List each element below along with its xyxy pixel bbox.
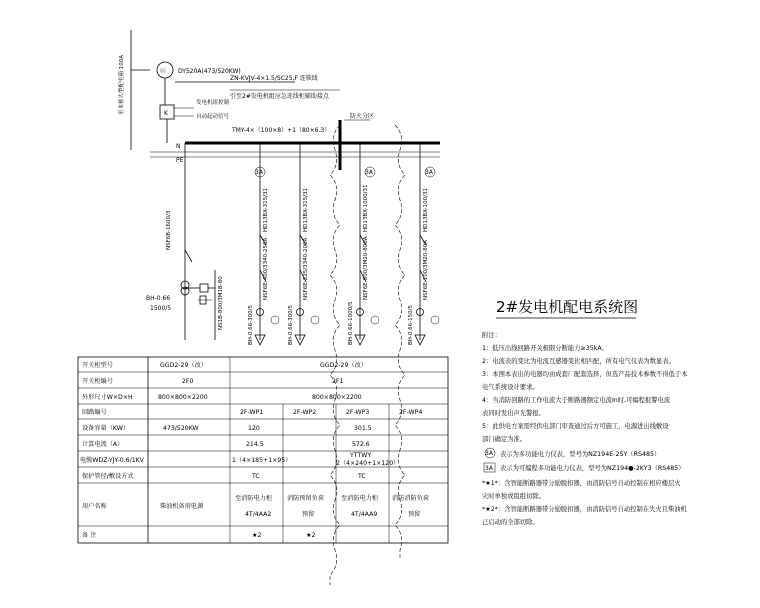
capacity-2f0: 473/520KW [163,425,199,432]
page-title: 2#发电机配电系统图 [496,298,639,316]
svg-text:Ⓖ: Ⓖ [160,68,167,75]
row-label-capacity: 设备容量（KW） [82,425,130,432]
legend-2: 表示为可编程多功能电力仪表，型号为NZ194●-2KY3（RS485） [500,465,685,472]
busbar-label: TMY-4×（100×8）+1（80×6.3） [232,127,331,134]
size-2f1: 800×800×2200 [312,394,362,401]
note-3b: 电气系统设计要求。 [482,384,539,391]
row-label-user: 用户名称 [82,503,107,510]
circuit-3 [348,143,379,345]
incoming-breaker: NSF6B-1600/3 [166,210,172,250]
user-3-line1: 至消防电力柜 [341,495,379,502]
meter-symbol [271,316,279,324]
conduit-1: TC [252,473,260,480]
user-2f0: 柴油机备用电源 [160,503,204,510]
outgoing-circuits [248,143,439,345]
generator-model: DY520A(473/520KW) [178,68,241,75]
circuit-1-breaker: HD13BX-315/31 [263,188,269,232]
n-label: N [176,143,181,150]
remark-1: ★2 [252,532,262,539]
capacity-1: 120 [248,425,260,432]
cabinet-no-2f0: 2F0 [182,378,194,385]
user-3-line2: 4T/4AA9 [351,511,378,518]
note-4: 4：当消防回路的工作电流大于断路器额定电流In时,可编程报警电流 [482,397,671,404]
circuit-2 [288,143,319,345]
circuit-2-ct: BH-0.66-300/5 [288,305,294,345]
capacity-3: 301.5 [354,425,372,432]
svg-text:3A: 3A [365,169,373,176]
row-label-circuit-no: 回路编号 [82,409,107,416]
circuit-2-switch: NSF6E-225/3340-200A [303,237,309,300]
current-1: 214.5 [246,441,264,448]
note-4b: 表同时发出声光警报。 [482,410,545,417]
row-label-remark: 备 注 [82,532,97,539]
circuit-3-breaker: HD13BX-1000/31 [363,184,369,232]
circuit-no-1: 2F-WP1 [240,409,264,416]
note-5: 5：此供电方案需经供电部门审查通过后方可施工，电源进出线敷设 [482,423,669,430]
star-1b: 灾时单独或组组切除。 [482,493,545,500]
user-2-line1: 消防预留负荷 [287,495,325,502]
notes-heading: 附注： [482,332,501,339]
k-label: K [164,110,168,117]
user-2-line2: 预留 [302,511,315,518]
note-5b: 部门确定为准。 [482,436,527,443]
cabinet-no-2f1: 2F1 [332,378,344,385]
user-4-line1: 消防消防负荷 [392,495,430,502]
meter-symbol [371,316,379,324]
row-label-current: 计算电流（A） [82,441,124,448]
circuit-1 [248,143,279,345]
fire-zone-label: 防火分区 [350,113,375,120]
row-label-cabinet-no: 开关柜编号 [82,378,113,385]
cable-1: 1（4×185+1×95） [232,457,292,464]
svg-text:3A: 3A [255,169,263,176]
legend-symbol-2: 3A [485,465,493,472]
cabinet-model-2f1: GGD2-29（改） [320,362,367,369]
user-1-line1: 至消防电力柜 [235,495,273,502]
note-3: 3：本图本表出的电器均由成套厂配套选择，但选产品技术参数不得低于本 [482,371,688,378]
star-2: *★2*：含智能断路器带分励脱扣器，由消防信号自动控制在失火且柴油机 [482,506,687,513]
row-label-cabinet-model: 开关柜型号 [82,362,113,369]
star-1: *★1*：含智能断路器带分励脱扣器，由消防信号自动控制在相应楼层火 [482,480,681,487]
star-2b: 已启动的全部切除。 [482,519,539,526]
size-2f0: 800×800×2200 [158,394,208,401]
circuit-1-ct: BH-0.66-300/5 [248,305,254,345]
incoming-extra: NS1B-800/3M1B-80 [218,276,224,330]
legend-1: 表示为多功能电力仪表，型号为NZ194E-2SY（RS485） [500,451,661,458]
meter-symbol [431,316,439,324]
circuit-1-switch: NSF6E-400/3340-250A [263,237,269,300]
row-label-cable: 电缆WDZ-YJY-0.6/1KV [80,457,144,464]
control-cable-label: ZN-KVJV-4×1.5/SC25,F 连锁线 [230,75,318,82]
circuit-4 [408,143,439,345]
incoming-ct: BH-0.66 [146,295,171,302]
k-note-1: 发电机组控制 [196,100,230,106]
meter-symbol [311,316,319,324]
circuit-3-switch: NSF6E-800/3M20-800A [363,236,369,300]
circuit-no-4: 2F-WP4 [399,409,423,416]
conduit-3: TC [358,473,366,480]
schedule-table [78,357,448,543]
notes [482,330,688,526]
legend-symbol-1: 3A [485,450,493,457]
incoming-feeder [146,143,224,340]
circuit-3-ct: BH-0.66-1000/5 [348,301,354,345]
busbar [150,112,440,170]
row-label-conduit: 保护管径/敷设方式 [82,473,134,480]
circuit-no-3: 2F-WP3 [346,409,370,416]
k-note-2: 自动起动信号 [196,114,230,120]
user-1-line2: 4T/4AA2 [245,511,272,518]
row-label-size: 外形尺寸W×D×H [82,394,133,401]
note-1: 1：低压出线回路开关极限分断能力≥35kA。 [482,345,608,352]
pe-label: PE [176,157,184,164]
svg-text:3A: 3A [425,169,433,176]
cable-3-type: YTTWY [350,452,372,459]
remark-3: ★2 [306,532,316,539]
current-3: 572.6 [352,441,370,448]
circuit-4-switch: NSF6E-100/3M20-80A [423,239,429,300]
generator-side-label: 至本栋大型配电箱 100A [119,54,125,115]
circuit-no-2: 2F-WP2 [293,409,317,416]
cable-3-spec: 2（4×240+1×120） [336,460,400,467]
user-4-line2: 预留 [408,511,421,518]
note-2: 2：电流表的变比为电流互感器变比相匹配，所有电气仪表为数显表。 [482,358,675,365]
cabinet-model-2f0: GGD2-29（改） [160,362,207,369]
control-note: 引至2#发电机组应急连线柜辅助接点 [230,93,329,100]
circuit-4-breaker: HD13BX-100/31 [423,188,429,232]
incoming-ct-ratio: 1500/5 [150,305,172,312]
circuit-4-ct: BH-0.66-150/5 [408,305,414,345]
circuit-2-breaker: HD13BX-315/31 [303,188,309,232]
